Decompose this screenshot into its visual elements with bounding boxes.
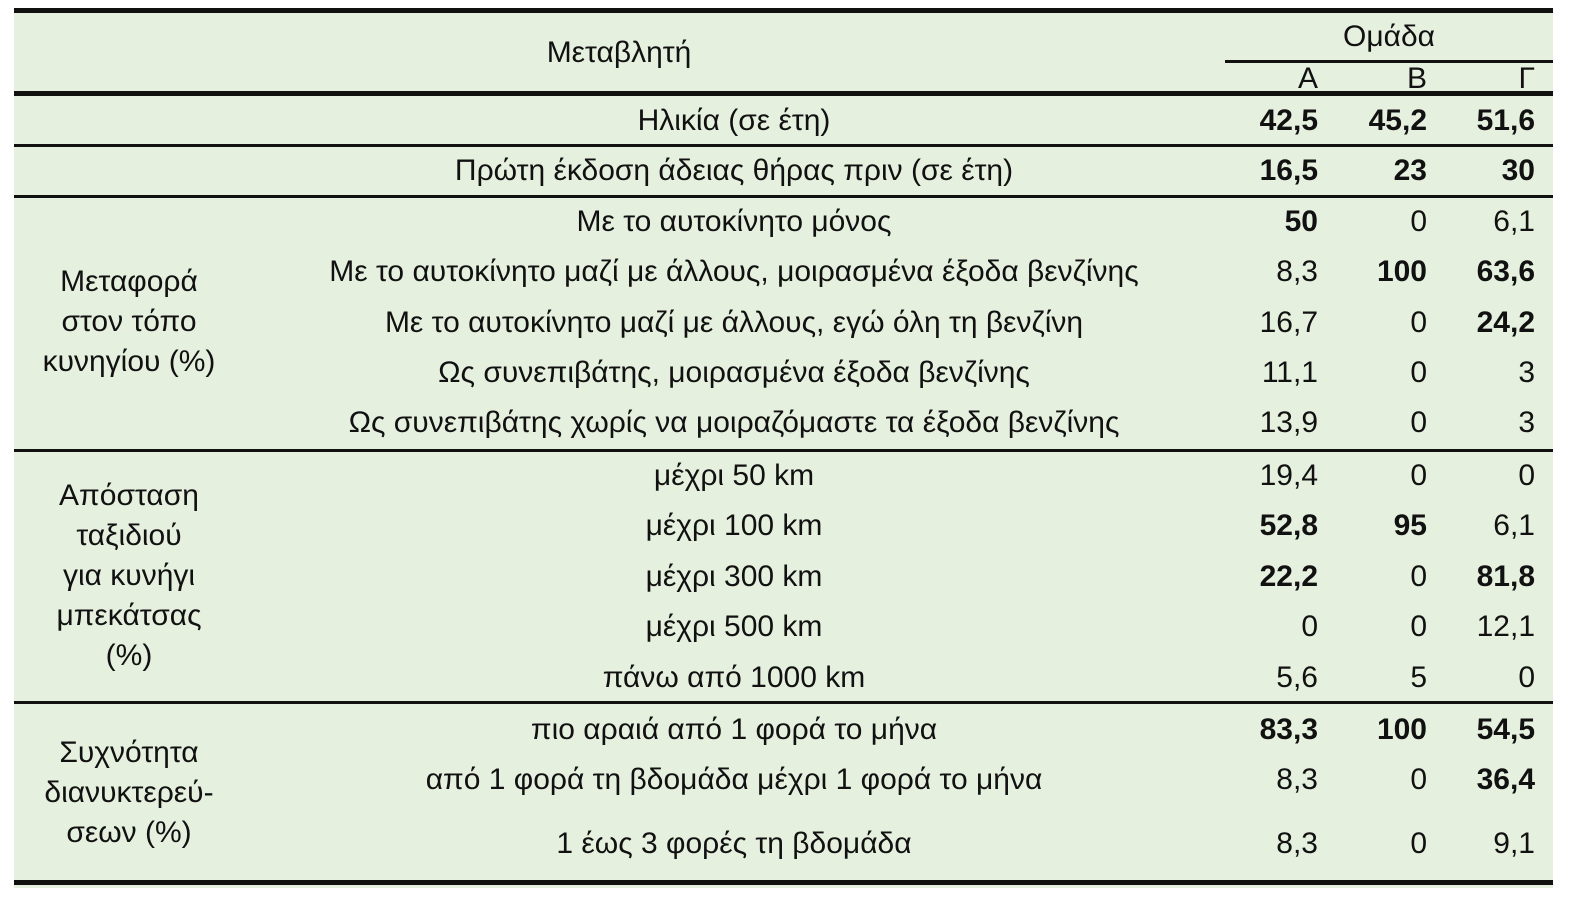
value-cell-a: 16,5 <box>1259 154 1318 187</box>
category-line: σεων (%) <box>66 816 192 849</box>
row-label: μέχρι 100 km <box>645 509 823 542</box>
value-cell-a: 19,4 <box>1259 459 1318 492</box>
row-label: πιο αραιά από 1 φορά το μήνα <box>530 713 938 746</box>
row-label: Ως συνεπιβάτης, μοιρασμένα έξοδα βενζίνης <box>438 356 1030 389</box>
value-cell-c: 81,8 <box>1476 560 1535 593</box>
value-cell-a: 16,7 <box>1259 306 1318 339</box>
value-cell-b: 0 <box>1410 763 1427 796</box>
value-cell-b: 0 <box>1410 827 1427 860</box>
value-cell-c: 6,1 <box>1493 509 1535 542</box>
group-header: Ομάδα <box>1342 20 1436 53</box>
data-table <box>14 8 1553 888</box>
value-cell-c: 30 <box>1501 154 1535 187</box>
value-cell-a: 11,1 <box>1261 356 1318 389</box>
value-cell-b: 0 <box>1410 459 1427 492</box>
row-label: μέχρι 500 km <box>645 610 823 643</box>
value-cell-b: 0 <box>1410 306 1427 339</box>
value-cell-a: 8,3 <box>1276 827 1318 860</box>
value-cell-c: 0 <box>1518 661 1535 694</box>
value-cell-b: 100 <box>1376 255 1427 288</box>
row-label: μέχρι 300 km <box>645 560 823 593</box>
value-cell-c: 51,6 <box>1476 104 1535 137</box>
value-cell-c: 9,1 <box>1493 827 1535 860</box>
row-label: πάνω από 1000 km <box>602 661 866 694</box>
value-cell-a: 50 <box>1284 205 1318 238</box>
value-cell-c: 36,4 <box>1476 763 1535 796</box>
bottom-rule <box>14 880 1553 885</box>
category-frequency <box>9 733 249 853</box>
column-header-a: Α <box>1297 62 1318 95</box>
row-label: Ως συνεπιβάτης χωρίς να μοιραζόμαστε τα έξοδα βενζίνης <box>348 406 1120 439</box>
row-label: Με το αυτοκίνητο μαζί με άλλους, μοιρασμένα έξοδα βενζίνης <box>329 255 1139 288</box>
category-line: για κυνήγι <box>62 559 196 592</box>
category-distance <box>9 476 249 676</box>
value-cell-c: 63,6 <box>1476 255 1535 288</box>
header-rule <box>14 91 1553 96</box>
category-line: κυνηγίου (%) <box>42 345 216 378</box>
value-cell-b: 0 <box>1410 406 1427 439</box>
value-cell-c: 6,1 <box>1493 205 1535 238</box>
value-cell-a: 52,8 <box>1259 509 1318 542</box>
value-cell-a: 5,6 <box>1276 661 1318 694</box>
value-cell-c: 24,2 <box>1476 306 1535 339</box>
value-cell-b: 0 <box>1410 610 1427 643</box>
value-cell-a: 83,3 <box>1259 713 1318 746</box>
category-line: στον τόπο <box>61 305 197 338</box>
row-label: μέχρι 50 km <box>653 459 815 492</box>
value-cell-b: 0 <box>1410 205 1427 238</box>
row-label: Πρώτη έκδοση άδειας θήρας πριν (σε έτη) <box>454 154 1014 187</box>
distance-rule <box>14 701 1553 704</box>
value-cell-b: 5 <box>1410 661 1427 694</box>
category-transport <box>9 262 249 382</box>
row-label: από 1 φορά τη βδομάδα μέχρι 1 φορά το μήνα <box>425 763 1043 796</box>
license-rule <box>14 195 1553 198</box>
age-rule <box>14 144 1553 147</box>
group-underline <box>1225 60 1553 63</box>
value-cell-c: 0 <box>1518 459 1535 492</box>
value-cell-a: 0 <box>1301 610 1318 643</box>
value-cell-c: 12,1 <box>1476 610 1535 643</box>
value-cell-b: 45,2 <box>1368 104 1427 137</box>
category-line: διανυκτερεύ- <box>44 776 214 809</box>
row-label: Ηλικία (σε έτη) <box>637 104 831 137</box>
value-cell-a: 13,9 <box>1259 406 1318 439</box>
value-cell-a: 42,5 <box>1259 104 1318 137</box>
value-cell-b: 0 <box>1410 356 1427 389</box>
row-label: 1 έως 3 φορές τη βδομάδα <box>556 827 912 860</box>
value-cell-b: 0 <box>1410 560 1427 593</box>
value-cell-a: 22,2 <box>1259 560 1318 593</box>
value-cell-c: 3 <box>1518 406 1535 439</box>
column-header-b: Β <box>1406 62 1427 95</box>
value-cell-b: 95 <box>1393 509 1427 542</box>
category-line: Μεταφορά <box>60 265 198 298</box>
variable-header: Μεταβλητή <box>546 36 692 69</box>
row-label: Με το αυτοκίνητο μόνος <box>576 205 892 238</box>
value-cell-b: 100 <box>1376 713 1427 746</box>
category-line: Απόσταση <box>59 479 199 512</box>
value-cell-b: 23 <box>1393 154 1427 187</box>
category-line: (%) <box>105 639 153 672</box>
transport-rule <box>14 449 1553 452</box>
category-line: μπεκάτσας <box>56 599 202 632</box>
column-header-c: Γ <box>1518 62 1535 95</box>
category-line: Συχνότητα <box>59 736 199 769</box>
row-label: Με το αυτοκίνητο μαζί με άλλους, εγώ όλη τη βενζίνη <box>384 306 1084 339</box>
top-rule <box>14 8 1553 13</box>
value-cell-c: 3 <box>1518 356 1535 389</box>
value-cell-a: 8,3 <box>1276 763 1318 796</box>
value-cell-a: 8,3 <box>1276 255 1318 288</box>
category-line: ταξιδιού <box>76 519 182 552</box>
value-cell-c: 54,5 <box>1476 713 1535 746</box>
